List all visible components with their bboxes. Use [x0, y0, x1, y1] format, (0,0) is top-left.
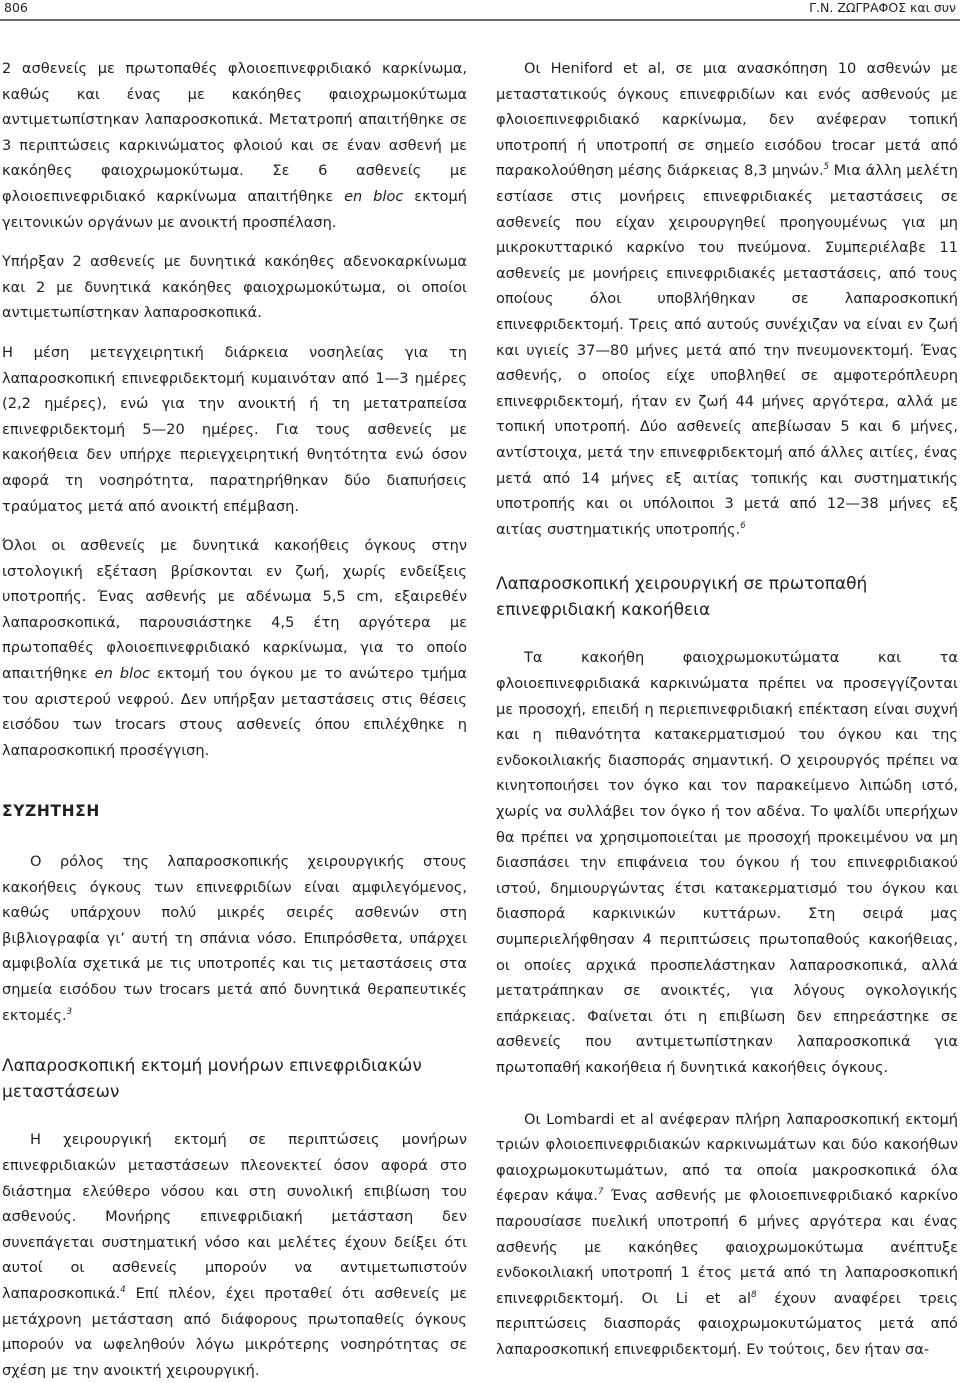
left-paragraph-2: Υπήρξαν 2 ασθενείς με δυνητικά κακόηθες αδενοκαρκίνωμα και 2 με δυνητικά κακόηθες φαιοχρωμοκύτωμα, οι οποίοι αντιμετωπίστηκαν λαπαροσκοπικά. [2, 253, 467, 322]
reference-4: 4 [120, 1284, 126, 1295]
running-head: Γ.Ν. ΖΩΓΡΑΦΟΣ και συν [809, 0, 956, 15]
header-rule [0, 19, 960, 21]
heading-discussion: ΣΥΖΗΤΗΣΗ [2, 802, 100, 821]
heading-metastases: Λαπαροσκοπική εκτομή μονήρων επινεφριδιακών μεταστάσεων [2, 1056, 422, 1102]
left-paragraph-4: Όλοι οι ασθενείς με δυνητικά κακοήθεις όγκους στην ιστολογική εξέταση βρίσκονται εν ζωή, χωρίς ενδείξεις υποτροπής. Ένας ασθενής με αδένωμα 5,5 cm, εξαιρεθέν λαπαροσκοπικά, παρουσιάστηκε 4,5 έτη αργότερα με πρωτοπαθές φλοιοεπινεφριδιακό καρκίνωμα, για το οποίο απαιτήθηκε en bloc εκτομή του όγκου με το ανώτερο τμήμα του αριστερού νεφρού. Δεν υπήρξαν μεταστάσεις στις θέσεις εισόδου των trocars στους ασθενείς όπου επιλέχθηκε η λαπαροσκοπική προσέγγιση. [2, 537, 467, 759]
en-bloc-term: en bloc [344, 187, 404, 205]
left-paragraph-6: Η χειρουργική εκτομή σε περιπτώσεις μονήρων επινεφριδιακών μεταστάσεων πλεονεκτεί όσον αφορά στο διάστημα ελεύθερο νόσου και στη συνολική επιβίωση του ασθενούς. Μονήρης επινεφριδιακή μετάσταση δεν συνεπάγεται συστηματική νόσο και μελέτες έχουν δείξει ότι αυτοί οι ασθενείς μπορούν να αντιμετωπιστούν λαπαροσκοπικά.$^4$ Επί πλέον, έχει προταθεί ότι ασθενείς με μετάχρονη μετάσταση από διάφορους πρωτοπαθείς όγκους μπορούν να ωφεληθούν λόγω μικρότερης νοσηρότητας σε σχέση με την ανοικτή χειρουργική. [2, 1131, 467, 1379]
heading-primary-malignancy: Λαπαροσκοπική χειρουργική σε πρωτοπαθή επινεφριδιακή κακοήθεια [496, 574, 868, 620]
left-column [2, 56, 467, 1383]
reference-5: 5 [823, 162, 830, 173]
en-bloc-term: en bloc [94, 665, 151, 683]
reference-6: 6 [740, 520, 746, 531]
reference-8: 8 [751, 1289, 757, 1300]
left-paragraph-5: Ο ρόλος της λαπαροσκοπικής χειρουργικής στους κακοήθεις όγκους των επινεφριδίων είναι αμφιλεγόμενος, καθώς υπάρχουν πολύ μικρές σειρές ασθενών στη βιβλιογραφία γι’ αυτή τη σπάνια νόσο. Επιπρόσθετα, υπάρχει αμφιβολία σχετικά με τις υποτροπές και τις μεταστάσεις στα σημεία εισόδου των trocars μετά από δυνητικά θεραπευτικές εκτομές.$^3$ [2, 853, 467, 1024]
left-paragraph-3: Η μέση μετεγχειρητική διάρκεια νοσηλείας για τη λαπαροσκοπική επινεφριδεκτομή κυμαινόταν από 1—3 ημέρες (2,2 ημέρες), ενώ για την ανοικτή ή τη μετατραπείσα επινεφριδεκτομή 5—20 ημέρες. Για τους ασθενείς με κακοήθεια δεν υπήρχε περιεγχειρητική θνητότητα ενώ όσον αφορά τη νοσηρότητα, παρατηρήθηκαν δύο διαπυήσεις τραύματος μετά από ανοικτή επέμβαση. [2, 343, 467, 515]
page-header [0, 0, 960, 16]
reference-3: 3 [66, 1006, 73, 1017]
right-paragraph-1: Οι Heniford et al, σε μια ανασκόπηση 10 ασθενών με μεταστατικούς όγκους επινεφριδίων και ενός ασθενούς με φλοιοεπινεφριδιακό καρκίνωμα, δεν ανέφεραν τοπική υποτροπή ή υποτροπή σε σημείο εισόδου trocar μετά από παρακολούθηση μέσης διάρκειας 8,3 μηνών.$^5$ Μια άλλη μελέτη εστίασε στις μονήρεις επινεφριδιακές μεταστάσεις σε ασθενείς που είχαν χειρουργηθεί προηγουμένως για μη μικροκυτταρικό καρκίνο του πνεύμονα. Συμπεριέλαβε 11 ασθενείς με μονήρεις επινεφριδιακές μεταστάσεις, από τους οποίους όλοι υποβλήθηκαν σε λαπαροσκοπική επινεφριδεκτομή. Τρεις από αυτούς συνέχιζαν να είναι εν ζωή και υγιείς 37—80 μήνες μετά από την πνευμονεκτομή. Ένας ασθενής, ο οποίος είχε υποβληθεί σε αμφοτερόπλευρη επινεφριδεκτομή, ήταν εν ζωή 44 μήνες αργότερα, αλλά με τοπική υποτροπή. Δύο ασθενείς απεβίωσαν 5 και 6 μήνες, αντίστοιχα, μετά την επινεφριδεκτομή από άλλες αιτίες, ένας μετά από 14 μήνες εξ αιτίας τοπικής και συστηματικής υποτροπής και οι υπόλοιποι 3 μετά από 12—38 μήνες εξ αιτίας συστηματικής υποτροπής.$^6$ [496, 60, 958, 538]
right-paragraph-2: Τα κακοήθη φαιοχρωμοκυτώματα και τα φλοιοεπινεφριδιακά καρκινώματα πρέπει να προσεγγίζονται με προσοχή, επειδή η περιεπινεφριδιακή επέκταση είναι συχνή και η πιθανότητα κατακερματισμού του όγκου και της ενδοκοιλιακής διασποράς σημαντική. Ο χειρουργός πρέπει να κινητοποιήσει τον όγκο και τον παρακείμενο λιπώδη ιστό, χωρίς να συλλάβει τον όγκο ή τον αδένα. Το ψαλίδι υπερήχων θα πρέπει να χρησιμοποιείται με προσοχή προκειμένου να μη διασπάσει την επιφάνεια του όγκου ή του επινεφριδιακού ιστού, δημιουργώντας έτσι κατακερματισμό του όγκου και διασπορά καρκινικών κυττάρων. Στη σειρά μας συμπεριελήφθησαν 4 περιπτώσεις πρωτοπαθούς κακοήθειας, οι οποίες αρχικά προσπελάστηκαν λαπαροσκοπικά, αλλά μετατράπηκαν σε ανοικτές, για λόγους ογκολογικής επάρκειας. Φαίνεται ότι η επιβίωση δεν επηρεάστηκε σε ασθενείς που αντιμετωπίστηκαν λαπαροσκοπικά για πρωτοπαθή κακοήθεια ή δυνητικά κακοήθεις όγκους. [496, 649, 958, 1076]
reference-7: 7 [597, 1187, 604, 1198]
left-paragraph-1: 2 ασθενείς με πρωτοπαθές φλοιοεπινεφριδιακό καρκίνωμα, καθώς και ένας με κακόηθες φαιοχρωμοκύτωμα αντιμετωπίστηκαν λαπαροσκοπικά. Μετατροπή απαιτήθηκε σε 3 περιπτώσεις καρκινώματος φλοιού και σε έναν ασθενή με κακόηθες φαιοχρωμοκύτωμα. Σε 6 ασθενείς με φλοιοεπινεφριδιακό καρκίνωμα απαιτήθηκε en bloc εκτομή γειτονικών οργάνων με ανοικτή προσπέλαση. [2, 60, 467, 231]
right-paragraph-3: Οι Lombardi et al ανέφεραν πλήρη λαπαροσκοπική εκτομή τριών φλοιοεπινεφριδιακών καρκινωμάτων και δύο κακοήθων φαιοχρωμοκυτωμάτων, από τα οποία μακροσκοπικά όλα έφεραν κάψα.$^7$ Ένας ασθενής με φλοιοεπινεφριδιακό καρκίνο παρουσίασε πυελική υποτροπή 6 μήνες αργότερα και ένας ασθενής με κακόηθες φαιοχρωμοκύτωμα ανέπτυξε ενδοκοιλιακή υποτροπή 1 έτος μετά από τη λαπαροσκοπική επινεφριδεκτομή. Οι Li et $al^8$ έχουν αναφέρει τρεις περιπτώσεις διασποράς φαιοχρωμοκυτώματος μετά από λαπαροσκοπική επινεφριδεκτομή. Εν τούτοις, δεν ήταν σα- [496, 1110, 959, 1358]
right-column [496, 56, 958, 1363]
page-number: 806 [4, 0, 28, 15]
